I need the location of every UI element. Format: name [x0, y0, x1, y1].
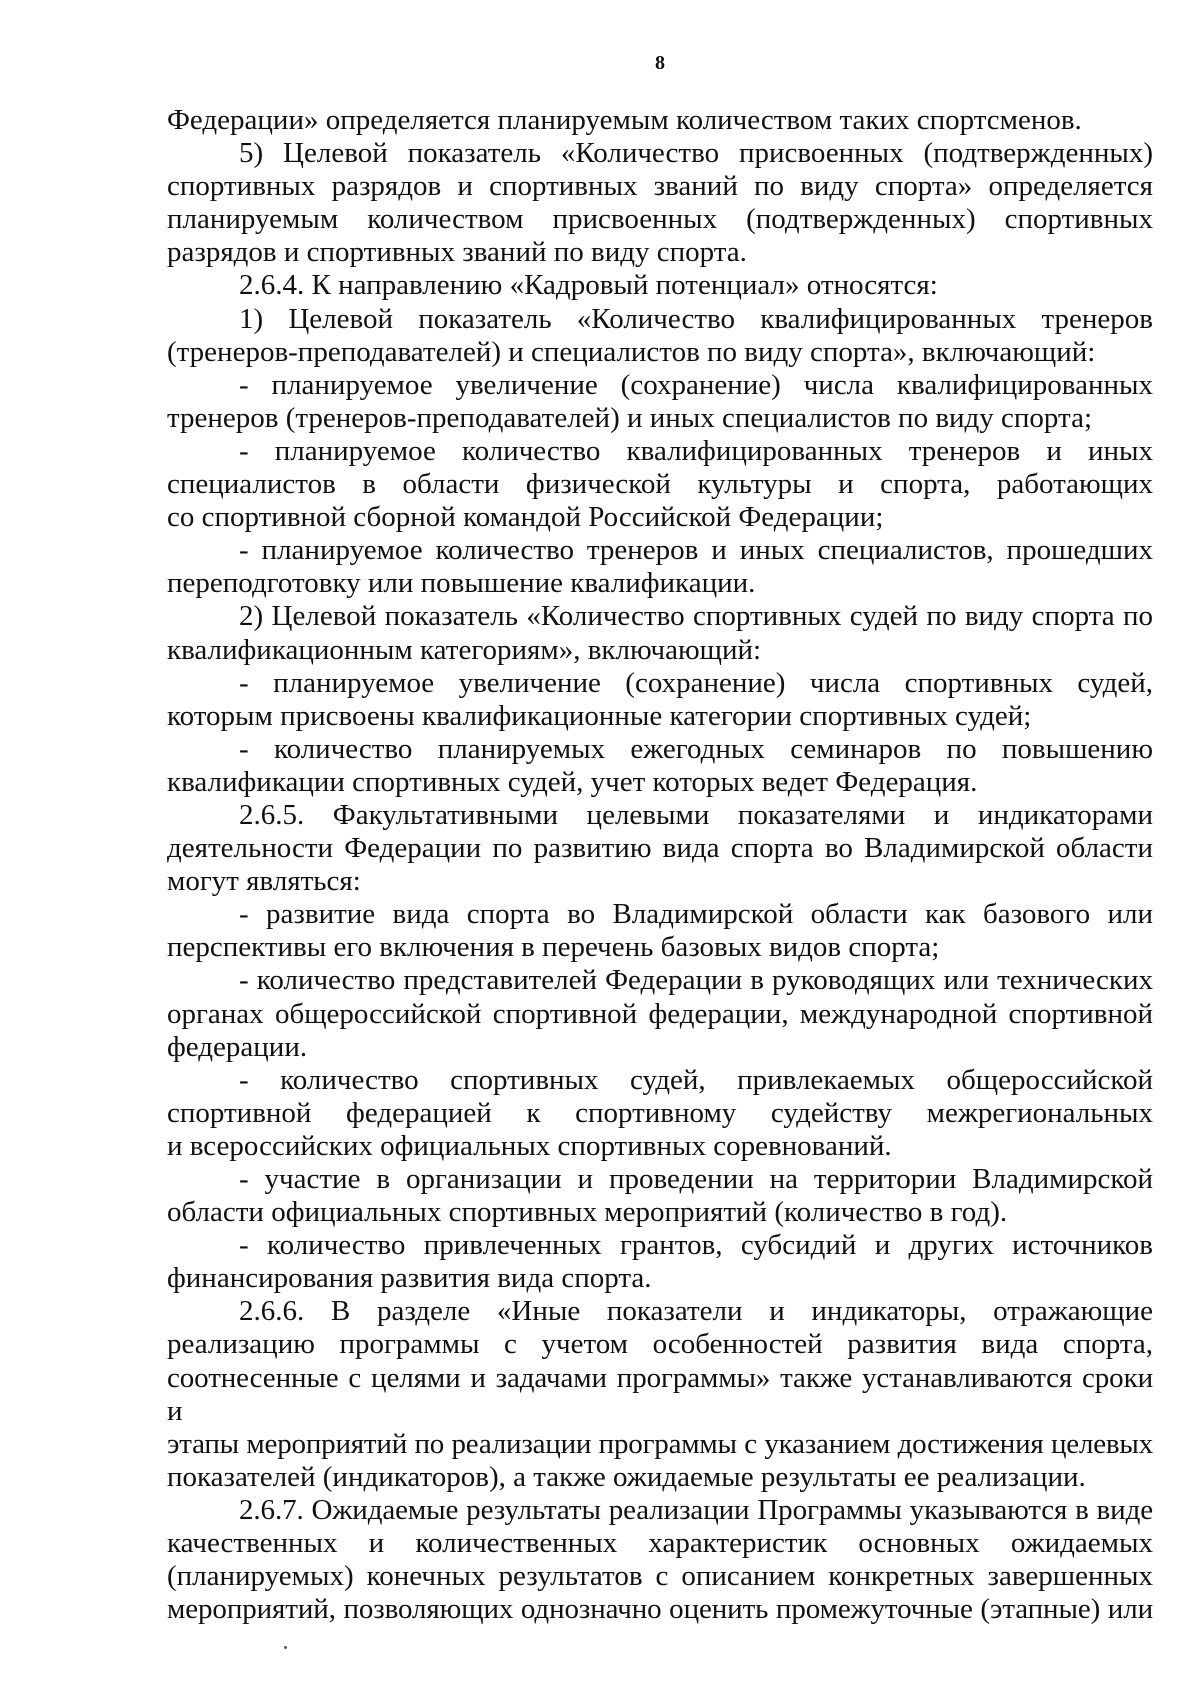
- text-line: спортивной федерацией к спортивному судейству межрегиональных: [167, 1096, 1153, 1129]
- text-line: - планируемое количество тренеров и иных специалистов, прошедших: [239, 534, 1153, 567]
- text-line: - развитие вида спорта во Владимирской области как базового или: [239, 898, 1153, 931]
- text-line: 5) Целевой показатель «Количество присвоенных (подтвержденных): [239, 137, 1153, 170]
- text-line: 2.6.6. В разделе «Иные показатели и индикаторы, отражающие: [239, 1295, 1153, 1328]
- text-line: специалистов в области физической культуры и спорта, работающих: [167, 468, 1153, 501]
- text-line: органах общероссийской спортивной федерации, международной спортивной: [167, 997, 1153, 1030]
- text-line: - планируемое увеличение (сохранение) числа квалифицированных: [239, 368, 1153, 401]
- text-line: которым присвоены квалификационные категории спортивных судей;: [167, 699, 1032, 732]
- text-line: федерации.: [167, 1030, 308, 1063]
- text-line: Федерации» определяется планируемым количеством таких спортсменов.: [167, 104, 1082, 136]
- text-line: 2.6.7. Ожидаемые результаты реализации Программы указываются в виде: [239, 1493, 1153, 1526]
- text-line: переподготовку или повышение квалификации.: [167, 567, 756, 600]
- text-line: со спортивной сборной командой Российской Федерации;: [167, 501, 884, 534]
- text-line: перспективы его включения в перечень базовых видов спорта;: [167, 931, 940, 964]
- text-line: - количество планируемых ежегодных семинаров по повышению: [239, 732, 1153, 765]
- text-line: реализацию программы с учетом особенностей развития вида спорта,: [167, 1328, 1153, 1361]
- text-line: планируемым количеством присвоенных (подтвержденных) спортивных: [167, 203, 1153, 236]
- text-line: (тренеров-преподавателей) и специалистов по виду спорта», включающий:: [167, 335, 1096, 368]
- text-line: квалификации спортивных судей, учет которых ведет Федерация.: [167, 765, 978, 798]
- text-line: деятельности Федерации по развитию вида спорта во Владимирской области: [167, 832, 1153, 865]
- text-line: - участие в организации и проведении на территории Владимирской: [239, 1163, 1153, 1195]
- text-line: спортивных разрядов и спортивных званий по виду спорта» определяется: [167, 170, 1153, 203]
- text-line: - планируемое увеличение (сохранение) числа спортивных судей,: [239, 666, 1153, 699]
- text-line: соотнесенные с целями и задачами программы» также устанавливаются сроки и: [167, 1361, 1153, 1427]
- text-line: области официальных спортивных мероприятий (количество в год).: [167, 1196, 1008, 1229]
- text-line: мероприятий, позволяющих однозначно оценить промежуточные (этапные) или: [167, 1593, 1153, 1626]
- text-line: - планируемое количество квалифицированных тренеров и иных: [239, 434, 1153, 467]
- text-line: тренеров (тренеров-преподавателей) и иных специалистов по виду спорта;: [167, 401, 1092, 434]
- text-line: разрядов и спортивных званий по виду спорта.: [167, 236, 747, 269]
- page-number: 8: [655, 52, 665, 74]
- text-line: 2.6.4. К направлению «Кадровый потенциал» относятся:: [239, 269, 938, 302]
- text-line: качественных и количественных характеристик основных ожидаемых: [167, 1527, 1153, 1560]
- text-line: - количество представителей Федерации в руководящих или технических: [239, 964, 1153, 997]
- text-line: 1) Целевой показатель «Количество квалифицированных тренеров: [239, 302, 1153, 335]
- scan-speck: [284, 1646, 287, 1649]
- text-line: финансирования развития вида спорта.: [167, 1262, 652, 1295]
- text-line: показателей (индикаторов), а также ожидаемые результаты ее реализации.: [167, 1460, 1086, 1493]
- text-line: и всероссийских официальных спортивных соревнований.: [167, 1129, 892, 1162]
- text-line: могут являться:: [167, 865, 361, 898]
- text-line: 2) Целевой показатель «Количество спортивных судей по виду спорта по: [239, 600, 1153, 633]
- document-body: [167, 104, 1153, 1626]
- text-line: - количество спортивных судей, привлекаемых общероссийской: [239, 1063, 1153, 1096]
- text-line: - количество привлеченных грантов, субсидий и других источников: [239, 1229, 1153, 1262]
- text-line: (планируемых) конечных результатов с описанием конкретных завершенных: [167, 1560, 1153, 1593]
- text-line: квалификационным категориям», включающий:: [167, 633, 762, 666]
- text-line: 2.6.5. Факультативными целевыми показателями и индикаторами: [239, 798, 1153, 831]
- text-line: этапы мероприятий по реализации программы с указанием достижения целевых: [167, 1427, 1153, 1460]
